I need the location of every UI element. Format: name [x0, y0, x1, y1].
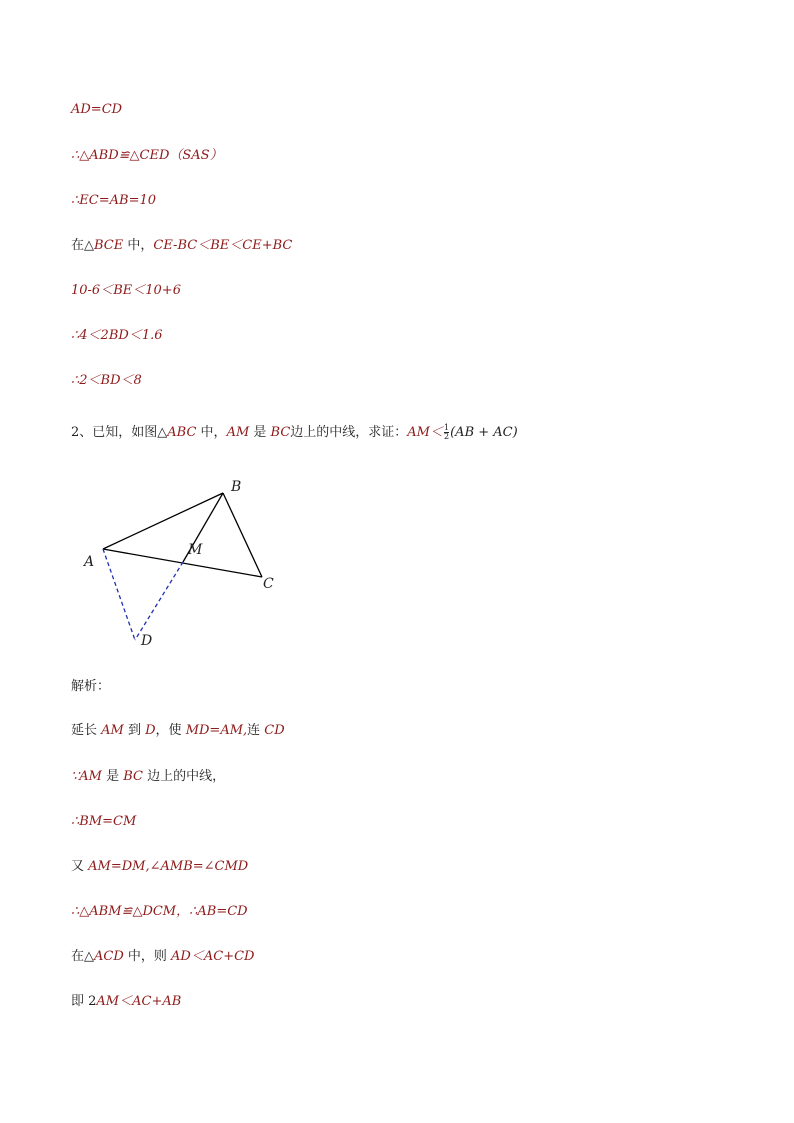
solution-step-5: ∴△ABM≌△DCM，∴AB=CD — [71, 904, 248, 919]
segment-ab — [103, 493, 223, 549]
line-triangle-inequality: 在△BCE 中，CE-BC＜BE＜CE+BC — [71, 238, 293, 253]
label-m: M — [188, 542, 203, 558]
line-bd-bounds: ∴2＜BD＜8 — [71, 373, 142, 388]
label-d: D — [141, 633, 153, 649]
solution-step-7: 即 2AM＜AC+AB — [71, 994, 182, 1009]
solution-heading: 解析： — [71, 679, 111, 694]
line-numeric-bounds: 10-6＜BE＜10+6 — [71, 283, 181, 298]
segment-ad-dashed — [103, 549, 135, 640]
line-congruence-sas: ∴△ABD≌△CED（SAS） — [71, 148, 223, 163]
label-a: A — [84, 554, 95, 570]
label-b: B — [231, 479, 242, 495]
fraction-one-half: $\frac{1}{2}$ — [444, 423, 450, 441]
segment-bc — [223, 493, 262, 577]
line-2bd-bounds: ∴4＜2BD＜1.6 — [71, 328, 163, 343]
solution-step-3: ∴BM=CM — [71, 814, 137, 829]
solution-step-2: ∵AM 是 BC 边上的中线， — [71, 769, 226, 784]
solution-step-4: 又 AM=DM,∠AMB=∠CMD — [71, 859, 249, 874]
question-2: 2、已知，如图△ABC 中，AM 是 BC边上的中线，求证：AM＜ $\frac{1}{2}$ (AB + AC) — [71, 423, 518, 441]
segment-md-dashed — [135, 562, 183, 640]
solution-step-1: 延长 AM 到 D，使 MD=AM,连 CD — [71, 723, 285, 738]
label-c: C — [263, 576, 274, 592]
line-ad-cd: AD=CD — [71, 102, 123, 117]
solution-step-6: 在△ACD 中，则 AD＜AC+CD — [71, 949, 255, 964]
line-ec-ab: ∴EC=AB=10 — [71, 193, 156, 208]
